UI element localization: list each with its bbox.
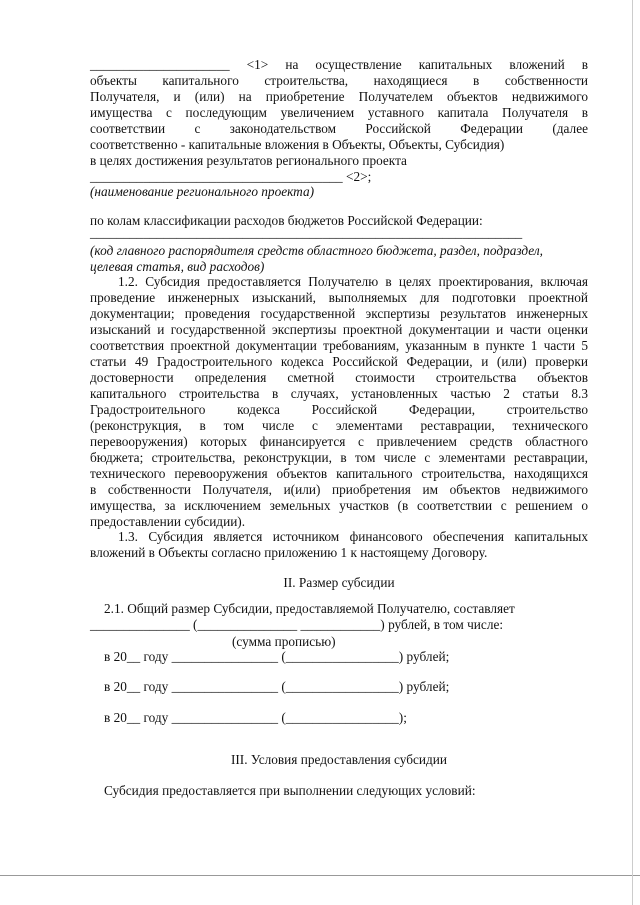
p12-line-14: в собственности Получателя, и(или) приобретения им объектов недвижимого [90, 482, 588, 497]
page-right-edge [632, 0, 633, 905]
p13-line-1: 1.3. Субсидия является источником финансового обеспечения капитальных [118, 529, 588, 544]
p12-line-2: проведение инженерных изысканий, выполняемых для подготовки проектной [90, 290, 588, 305]
p12-line-6: статьи 49 Градостроительного кодекса Российской Федерации, и (или) проверки [90, 354, 588, 369]
budget-code-caption-1: (код главного распорядителя средств областного бюджета, раздел, подраздел, [90, 243, 543, 258]
p12-line-5: соответствия проектной документации требованиям, указанным в пункте 1 части 5 [90, 338, 588, 353]
p12-line-10: (реконструкция, в том числе с элементами реставрации, технического [90, 418, 588, 433]
p12-line-3: документации; проведения государственной экспертизы результатов инженерных [90, 306, 588, 321]
s2-year-1: в 20__ году ________________ (_________________) рублей; [104, 649, 450, 664]
p12-line-13: технического перевооружения объектов капитального строительства, находящихся [90, 466, 588, 481]
p12-line-9: Градостроительного кодекса Российской Федерации, строительство [90, 402, 588, 417]
page-bottom-edge [0, 875, 640, 876]
p12-line-16: предоставлении субсидии). [90, 514, 246, 529]
intro-line-6: соответственно - капитальные вложения в Объекты, Объекты, Субсидия) [90, 137, 505, 152]
budget-code-caption-2: целевая статья, вид расходов) [90, 259, 265, 274]
p12-line-7: достоверности определения сметной стоимости строительства объектов [90, 370, 588, 385]
p12-line-12: бюджета; строительства, реконструкции, в том числе с элементами реставрации, [90, 450, 588, 465]
p12-line-11: перевооружения) которых финансируется с привлечением средств областного [90, 434, 588, 449]
s3-conditions-intro: Субсидия предоставляется при выполнении следующих условий: [104, 783, 476, 798]
s2-total-line-1: 2.1. Общий размер Субсидии, предоставляемой Получателю, составляет [104, 601, 515, 616]
project-name-caption: (наименование регионального проекта) [90, 184, 315, 199]
section-2-heading: II. Размер субсидии [283, 575, 395, 590]
s2-amount-words-caption: (сумма прописью) [232, 634, 336, 649]
intro-line-1: _____________________ <1> на осуществление капитальных вложений в [90, 57, 588, 72]
p12-line-15: имущества, за исключением земельных участков (в соответствии с решением о [90, 498, 588, 513]
intro-line-7: в целях достижения результатов регионального проекта [90, 153, 407, 168]
intro-line-4: имущества с последующим увеличением уставного капитала Получателя в [90, 105, 588, 120]
intro-line-3: Получателя, и (или) на приобретение Получателем объектов недвижимого [90, 89, 588, 104]
budget-code-field: _________________________________________________________________ [90, 225, 523, 240]
budget-code-intro: по колам классификации расходов бюджетов Российской Федерации: [90, 213, 483, 228]
p12-line-1: 1.2. Субсидия предоставляется Получателю в целях проектирования, включая [118, 274, 588, 289]
p13-line-2: вложений в Объекты согласно приложению 1 к настоящему Договору. [90, 545, 488, 560]
s2-year-3: в 20__ году ________________ (_________________); [104, 710, 407, 725]
s2-total-amount-field: _______________ (_______________ ____________) рублей, в том числе: [90, 617, 504, 632]
project-name-field: ______________________________________ <2>; [90, 169, 372, 184]
p12-line-4: изысканий и государственной экспертизы проектной документации и части оценки [90, 322, 588, 337]
intro-line-2: объекты капитального строительства, находящиеся в собственности [90, 73, 588, 88]
section-3-heading: III. Условия предоставления субсидии [230, 752, 448, 767]
intro-line-5: соответствии с законодательством Российской Федерации (далее [90, 121, 588, 136]
p12-line-8: капитального строительства в случаях, установленных частью 2 статьи 8.3 [90, 386, 588, 401]
s2-year-2: в 20__ году ________________ (_________________) рублей; [104, 679, 450, 694]
